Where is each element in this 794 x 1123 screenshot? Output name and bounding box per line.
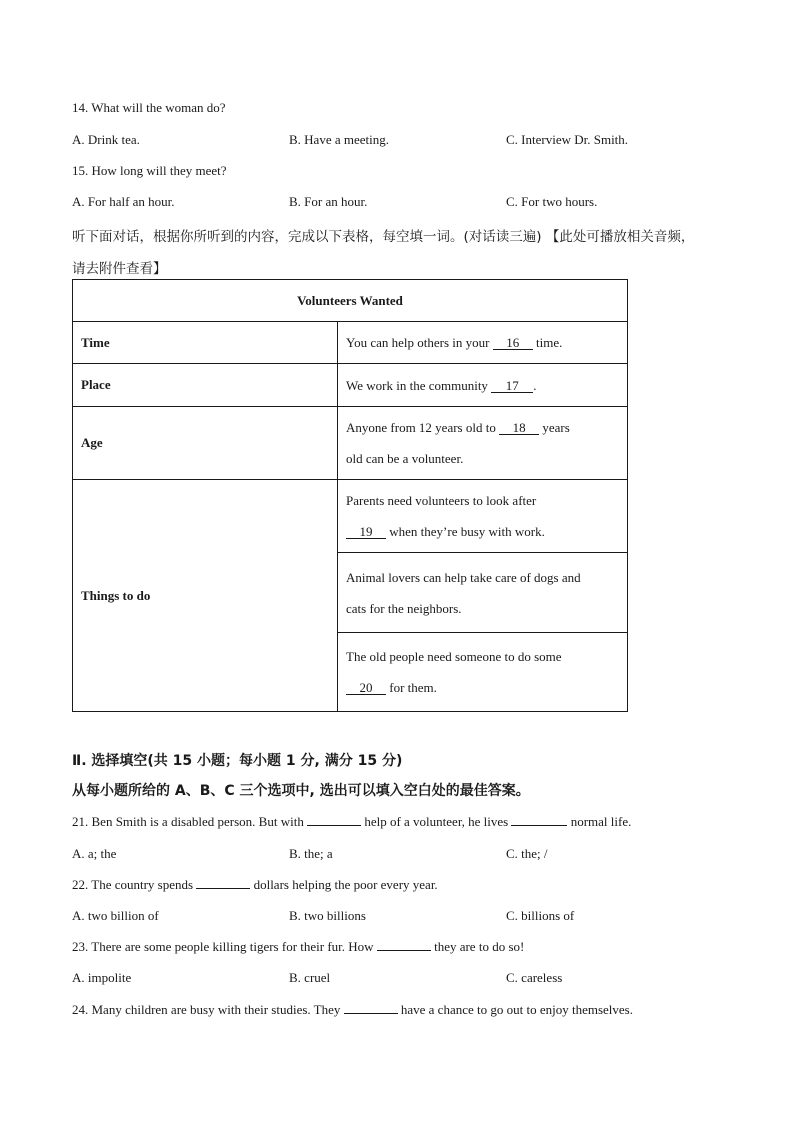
q23-text-1: 23. There are some people killing tigers for their fur. How: [72, 939, 374, 954]
q22-option-c: C. billions of: [506, 908, 575, 923]
blank-18: 18: [499, 422, 539, 435]
q23-blank: [377, 950, 431, 951]
things-item-3-line2: for them.: [389, 680, 437, 695]
question-23: [72, 939, 524, 955]
q23-text-2: they are to do so!: [434, 939, 525, 954]
place-text: We work in the community: [346, 377, 488, 393]
age-text-line2: old can be a volunteer.: [346, 451, 464, 466]
q14-option-c: C. Interview Dr. Smith.: [506, 132, 629, 147]
blank-20: 20: [346, 682, 386, 695]
age-text: Anyone from 12 years old to: [346, 420, 496, 435]
q22-option-a: A. two billion of: [72, 908, 159, 923]
q24-text-2: have a chance to go out to enjoy themselves.: [400, 1002, 633, 1017]
question-14: 14. What will the woman do?: [72, 100, 226, 115]
q21-option-a: A. a; the: [72, 846, 117, 861]
question-15: 15. How long will they meet?: [72, 163, 227, 178]
q24-text-1: 24. Many children are busy with their studies. They: [72, 1002, 341, 1017]
things-item-1-line1: Parents need volunteers to look after: [346, 493, 537, 508]
q14-option-b: B. Have a meeting.: [289, 132, 389, 147]
row-value-age: [338, 407, 628, 480]
q22-blank: [196, 888, 250, 889]
row-label-place: Place: [73, 364, 338, 407]
q15-option-b: B. For an hour.: [289, 194, 368, 209]
q21-text-3: normal life.: [570, 814, 632, 829]
things-item-1: [338, 480, 628, 553]
q14-option-a: A. Drink tea.: [72, 132, 140, 147]
q21-blank-1: [307, 825, 361, 826]
q21-text-1: 21. Ben Smith is a disabled person. But with: [72, 814, 304, 829]
age-text-end: years: [542, 420, 570, 435]
blank-19: 19: [346, 526, 386, 539]
things-item-3: [338, 633, 628, 712]
q21-blank-2: [511, 825, 567, 826]
section-2-heading: Ⅱ. 选择填空(共 15 小题；每小题 1 分, 满分 15 分): [72, 753, 403, 769]
q23-option-b: B. cruel: [289, 970, 331, 985]
things-item-2: [338, 553, 628, 633]
listening-instruction-line2: 请去附件查看】: [72, 261, 167, 277]
q21-text-2: help of a volunteer, he lives: [364, 814, 509, 829]
q15-option-c: C. For two hours.: [506, 194, 598, 209]
blank-17: 17: [491, 380, 533, 393]
things-item-2-line2: cats for the neighbors.: [346, 600, 462, 616]
q22-text-2: dollars helping the poor every year.: [253, 877, 438, 892]
things-item-1-line2: when they’re busy with work.: [389, 524, 545, 539]
place-text-end: .: [533, 377, 537, 393]
row-label-things-to-do: Things to do: [73, 480, 338, 712]
time-text-end: time.: [535, 335, 563, 350]
row-value-time: [338, 322, 628, 364]
question-21: [72, 814, 631, 830]
q22-option-b: B. two billions: [289, 908, 366, 923]
question-22: [72, 877, 438, 893]
q21-option-c: C. the; /: [506, 846, 548, 861]
blank-16: 16: [493, 337, 533, 350]
table-title: Volunteers Wanted: [73, 280, 628, 322]
time-text: You can help others in your: [346, 335, 490, 350]
row-value-place: [338, 364, 628, 407]
q22-text-1: 22. The country spends: [72, 877, 194, 892]
volunteers-table: [72, 279, 628, 712]
section-2-directions: 从每小题所给的 A、B、C 三个选项中, 选出可以填入空白处的最佳答案。: [72, 783, 530, 799]
q24-blank: [344, 1013, 398, 1014]
row-label-age: Age: [73, 407, 338, 480]
q21-option-b: B. the; a: [289, 846, 333, 861]
question-24: [72, 1002, 633, 1018]
things-item-2-line1: Animal lovers can help take care of dogs and: [346, 569, 581, 585]
listening-instruction-line1: 听下面对话，根据你所听到的内容，完成以下表格，每空填一词。(对话读三遍) 【此处可播放相关音频，: [72, 229, 695, 245]
things-item-3-line1: The old people need someone to do some: [346, 649, 562, 664]
q15-option-a: A. For half an hour.: [72, 194, 175, 209]
q23-option-c: C. careless: [506, 970, 563, 985]
q23-option-a: A. impolite: [72, 970, 132, 985]
row-label-time: Time: [73, 322, 338, 364]
